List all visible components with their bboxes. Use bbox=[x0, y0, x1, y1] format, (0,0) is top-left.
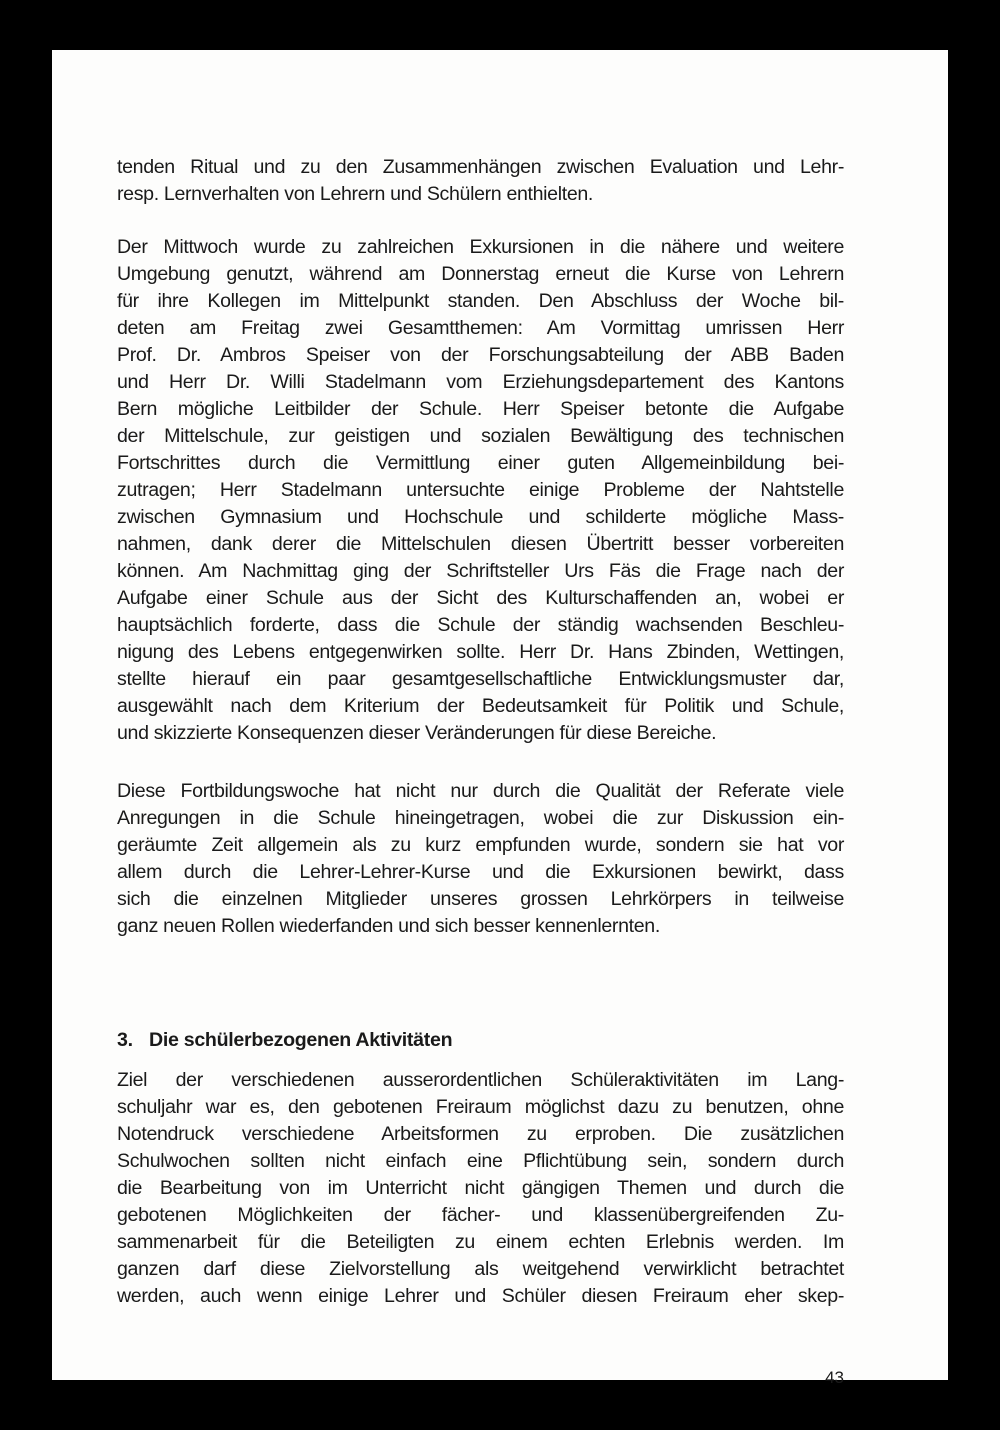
section-number: 3. bbox=[117, 1029, 133, 1051]
text-line: Umgebung genutzt, während am Donnerstag erneut die Kurse von Lehrern bbox=[117, 263, 844, 285]
text-line: für ihre Kollegen im Mittelpunkt standen. Den Abschluss der Woche bil- bbox=[117, 290, 844, 312]
paragraph bbox=[117, 154, 844, 208]
text-line: nigung des Lebens entgegenwirken sollte. Herr Dr. Hans Zbinden, Wettingen, bbox=[117, 641, 844, 663]
text-line: ganzen darf diese Zielvorstellung als weitgehend verwirklicht betrachtet bbox=[117, 1258, 844, 1280]
text-line: Ziel der verschiedenen ausserordentlichen Schüleraktivitäten im Lang- bbox=[117, 1069, 844, 1091]
text-line: können. Am Nachmittag ging der Schriftsteller Urs Fäs die Frage nach der bbox=[117, 560, 844, 582]
text-line: Der Mittwoch wurde zu zahlreichen Exkursionen in die nähere und weitere bbox=[117, 236, 844, 258]
text-line: hauptsächlich forderte, dass die Schule der ständig wachsenden Beschleu- bbox=[117, 614, 844, 636]
text-line: der Mittelschule, zur geistigen und sozialen Bewältigung des technischen bbox=[117, 425, 844, 447]
text-line: Anregungen in die Schule hineingetragen, wobei die zur Diskussion ein- bbox=[117, 807, 844, 829]
text-line: zwischen Gymnasium und Hochschule und schilderte mögliche Mass- bbox=[117, 506, 844, 528]
text-line: Notendruck verschiedene Arbeitsformen zu erproben. Die zusätzlichen bbox=[117, 1123, 844, 1145]
paragraph bbox=[117, 778, 844, 940]
text-line: Fortschrittes durch die Vermittlung einer guten Allgemeinbildung bei- bbox=[117, 452, 844, 474]
text-line: gebotenen Möglichkeiten der fächer- und klassenübergreifenden Zu- bbox=[117, 1204, 844, 1226]
text-line: und skizzierte Konsequenzen dieser Veränderungen für diese Bereiche. bbox=[117, 722, 717, 744]
text-line: stellte hierauf ein paar gesamtgesellschaftliche Entwicklungsmuster dar, bbox=[117, 668, 844, 690]
text-line: Schulwochen sollten nicht einfach eine Pflichtübung sein, sondern durch bbox=[117, 1150, 844, 1172]
page-number: 43 bbox=[825, 1368, 844, 1387]
paragraph bbox=[117, 234, 844, 747]
text-line: und Herr Dr. Willi Stadelmann vom Erziehungsdepartement des Kantons bbox=[117, 371, 844, 393]
section-title: Die schülerbezogenen Aktivitäten bbox=[149, 1029, 453, 1051]
text-line: Diese Fortbildungswoche hat nicht nur durch die Qualität der Referate viele bbox=[117, 780, 844, 802]
text-line: zutragen; Herr Stadelmann untersuchte einige Probleme der Nahtstelle bbox=[117, 479, 844, 501]
text-line: tenden Ritual und zu den Zusammenhängen zwischen Evaluation und Lehr- bbox=[117, 156, 844, 178]
text-line: Aufgabe einer Schule aus der Sicht des Kulturschaffenden an, wobei er bbox=[117, 587, 844, 609]
page-content bbox=[117, 154, 844, 1310]
document-page bbox=[52, 50, 948, 1387]
text-line: sich die einzelnen Mitglieder unseres grossen Lehrkörpers in teilweise bbox=[117, 888, 844, 910]
text-line: allem durch die Lehrer-Lehrer-Kurse und die Exkursionen bewirkt, dass bbox=[117, 861, 844, 883]
text-line: geräumte Zeit allgemein als zu kurz empfunden wurde, sondern sie hat vor bbox=[117, 834, 844, 856]
text-line: Prof. Dr. Ambros Speiser von der Forschungsabteilung der ABB Baden bbox=[117, 344, 844, 366]
text-line: Bern mögliche Leitbilder der Schule. Herr Speiser betonte die Aufgabe bbox=[117, 398, 844, 420]
text-line: schuljahr war es, den gebotenen Freiraum möglichst dazu zu benutzen, ohne bbox=[117, 1096, 844, 1118]
text-line: nahmen, dank derer die Mittelschulen diesen Übertritt besser vorbereiten bbox=[117, 533, 844, 555]
section-heading bbox=[117, 1027, 844, 1054]
text-line: ganz neuen Rollen wiederfanden und sich besser kennenlernten. bbox=[117, 915, 660, 937]
text-line: werden, auch wenn einige Lehrer und Schüler diesen Freiraum eher skep- bbox=[117, 1285, 844, 1307]
text-line: die Bearbeitung von im Unterricht nicht gängigen Themen und durch die bbox=[117, 1177, 844, 1199]
text-line: sammenarbeit für die Beteiligten zu einem echten Erlebnis werden. Im bbox=[117, 1231, 844, 1253]
text-line: ausgewählt nach dem Kriterium der Bedeutsamkeit für Politik und Schule, bbox=[117, 695, 844, 717]
paragraph bbox=[117, 1067, 844, 1310]
text-line: resp. Lernverhalten von Lehrern und Schülern enthielten. bbox=[117, 183, 594, 205]
text-line: deten am Freitag zwei Gesamtthemen: Am Vormittag umrissen Herr bbox=[117, 317, 844, 339]
